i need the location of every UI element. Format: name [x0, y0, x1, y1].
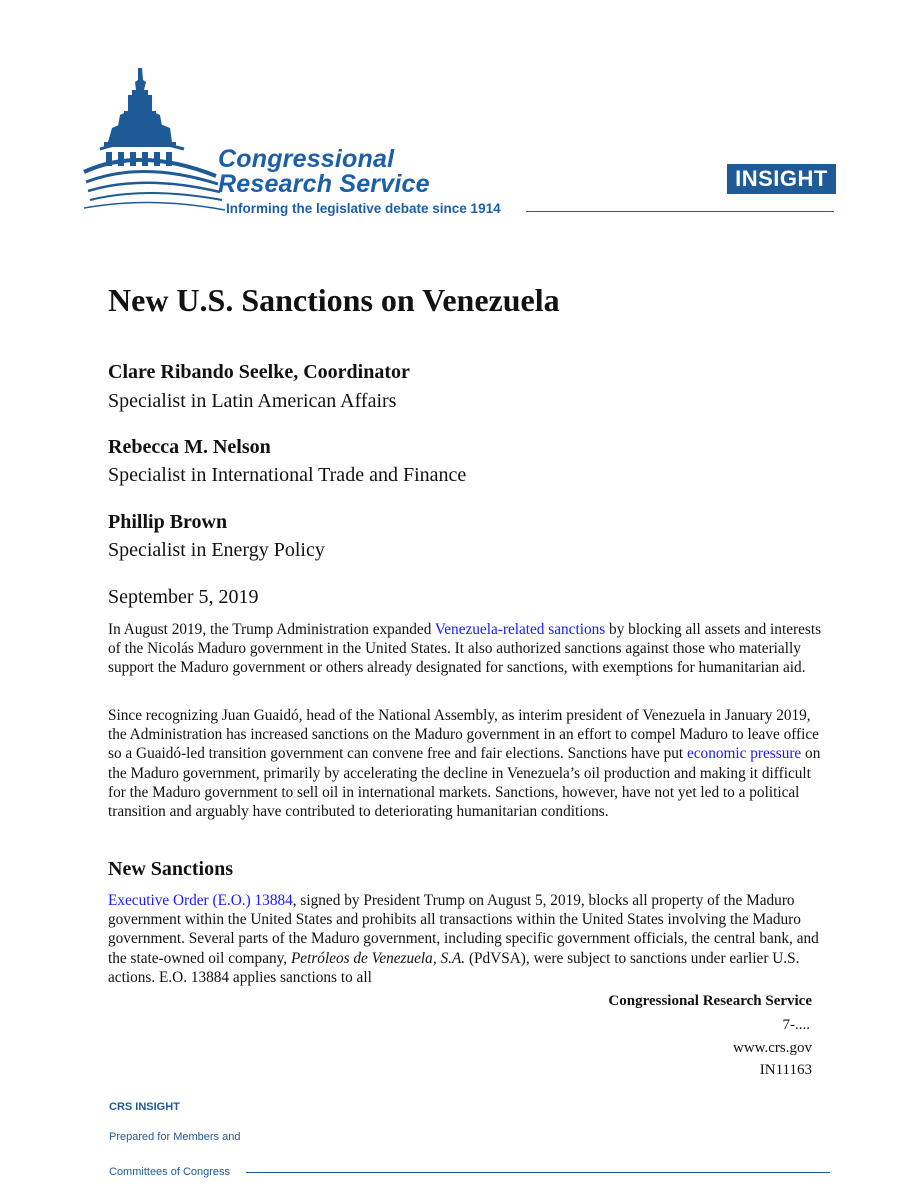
author-role: Specialist in International Trade and Finance	[108, 464, 467, 486]
author-role: Specialist in Energy Policy	[108, 539, 325, 561]
economic-pressure-link[interactable]: economic pressure	[686, 745, 802, 763]
sanctions-link[interactable]: Venezuela-related sanctions	[434, 621, 606, 638]
paragraph-text: on the Maduro government, primarily by accelerating the decline in Venezuela’s oil production and making it difficult for the Maduro government to sell oil in international markets. Sanctions, however, have not yet led to a political transition and arguably have contributed to deteriorating humanitarian conditions.	[108, 745, 821, 821]
footer-series: CRS INSIGHT	[109, 1101, 180, 1113]
paragraph-text: Since recognizing Juan Guaidó, head of the National Assembly, as interim president of Venezuela in January 2019, the Administration has increased sanctions on the Maduro government in an effort to compel Maduro to leave office so a Guaidó-led transition government can convene free and fair elections. Sanctions have put	[108, 707, 819, 763]
capitol-dome-icon	[80, 64, 225, 216]
footer-rule	[246, 1172, 830, 1173]
footer-committees-line: Committees of Congress	[109, 1166, 231, 1178]
org-name-line1: Congressional	[218, 145, 395, 173]
org-name-line2: Research Service	[218, 170, 430, 198]
body-paragraph	[108, 891, 822, 987]
paragraph-text: In August 2019, the Trump Administration expanded	[108, 621, 435, 638]
body-paragraph	[108, 620, 822, 678]
paragraph-italic: Petróleos de Venezuela, S.A.	[290, 949, 466, 967]
author-role: Specialist in Latin American Affairs	[108, 390, 397, 412]
footer-code: 7-....	[782, 1017, 810, 1033]
page-title: New U.S. Sanctions on Venezuela	[108, 282, 560, 318]
executive-order-link[interactable]: Executive Order (E.O.) 13884	[108, 892, 293, 909]
publication-date: September 5, 2019	[108, 586, 259, 608]
body-paragraph	[108, 706, 822, 821]
footer-org: Congressional Research Service	[608, 993, 812, 1009]
author-name: Phillip Brown	[108, 511, 228, 533]
paragraph-text: by blocking all assets and interests of the Nicolás Maduro government in the United States. It also authorized sanctions against those who materially support the Maduro government or others already designated for sanctions, with exemptions for humanitarian aid.	[108, 621, 822, 677]
section-heading: New Sanctions	[108, 858, 234, 880]
author-name: Rebecca M. Nelson	[108, 436, 271, 458]
tagline: Informing the legislative debate since 1914	[226, 201, 501, 216]
footer-website: www.crs.gov	[732, 1040, 812, 1056]
header-rule	[526, 211, 834, 212]
paragraph-text: , signed by President Trump on August 5, 2019, blocks all property of the Maduro government within the United States and prohibits all transactions within the United States involving the Maduro government. Several parts of the Maduro government, including specific government officials, the central bank, and the state-owned oil company,	[108, 892, 819, 967]
footer-report-id: IN11163	[759, 1062, 812, 1078]
author-name: Clare Ribando Seelke, Coordinator	[108, 361, 410, 383]
insight-badge: INSIGHT	[727, 164, 836, 194]
paragraph-text: (PdVSA), were subject to sanctions under earlier U.S. actions. E.O. 13884 applies sanctions to all	[108, 949, 800, 986]
footer-prepared-line: Prepared for Members and	[109, 1131, 241, 1143]
